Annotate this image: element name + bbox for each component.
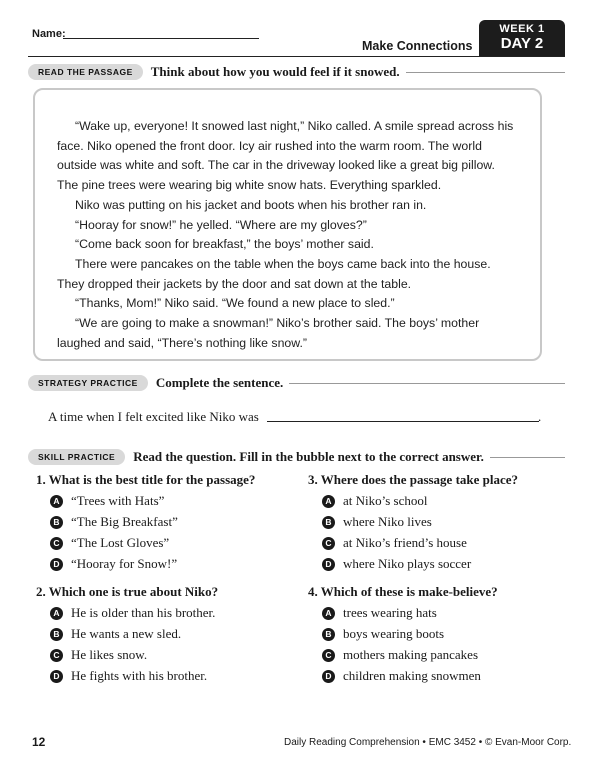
bubble-a-icon[interactable]: A [322,607,335,620]
bubble-d-icon[interactable]: D [50,558,63,571]
answer-option[interactable]: B boys wearing boots [322,626,498,642]
answer-option[interactable]: B He wants a new sled. [50,626,218,642]
skill-practice-badge: SKILL PRACTICE [28,449,125,465]
question-4 [308,584,498,684]
answer-option[interactable]: B “The Big Breakfast” [50,514,255,530]
passage-paragraph: Niko was putting on his jacket and boots when his brother ran in. [75,197,427,212]
question-stem: 3. Where does the passage take place? [308,472,519,487]
bubble-a-icon[interactable]: A [322,495,335,508]
answer-option[interactable]: A “Trees with Hats” [50,493,255,509]
bubble-d-icon[interactable]: D [322,670,335,683]
question-2 [36,584,218,684]
answer-option[interactable]: D children making snowmen [322,668,498,684]
bubble-c-icon[interactable]: C [50,649,63,662]
header-divider [28,56,565,57]
read-passage-header [28,64,406,80]
strategy-practice-header [28,375,289,391]
page-number: 12 [32,735,46,749]
bubble-d-icon[interactable]: D [50,670,63,683]
bubble-b-icon[interactable]: B [322,516,335,529]
answer-option[interactable]: C mothers making pancakes [322,647,498,663]
bubble-b-icon[interactable]: B [322,628,335,641]
week-label: WEEK 1 [499,23,545,35]
day-label: DAY 2 [500,35,544,52]
question-stem: 2. Which one is true about Niko? [36,584,219,599]
answer-option[interactable]: D where Niko plays soccer [322,556,518,572]
bubble-b-icon[interactable]: B [50,628,63,641]
read-passage-badge: READ THE PASSAGE [28,64,143,80]
passage-text [57,117,517,353]
answer-option[interactable]: C “The Lost Gloves” [50,535,255,551]
strategy-answer-field[interactable] [267,421,539,422]
name-label: Name: [32,28,66,40]
answer-option[interactable]: A He is older than his brother. [50,605,218,621]
passage-paragraph: “Wake up, everyone! It snowed last night,” Niko called. A smile spread across his face. Niko opened the front door. Icy air rushed into the warm room. The world outside was white and soft. The car in the driveway looked like a great big pillow. The pine trees were wearing big white snow hats. Everything sparkled. [57,119,514,193]
answer-option[interactable]: A at Niko’s school [322,493,518,509]
read-passage-instruction: Think about how you would feel if it snowed. [150,64,400,79]
week-day-tab [479,20,565,56]
bubble-b-icon[interactable]: B [50,516,63,529]
answer-option[interactable]: B where Niko lives [322,514,518,530]
answer-option[interactable]: C He likes snow. [50,647,218,663]
bubble-c-icon[interactable]: C [50,537,63,550]
answer-option[interactable]: D “Hooray for Snow!” [50,556,255,572]
page-title: Make Connections [362,39,473,53]
passage-paragraph: There were pancakes on the table when the boys came back into the house. They dropped their jackets by the door and sat down at the table. [57,256,491,291]
answer-option[interactable]: D He fights with his brother. [50,668,218,684]
bubble-d-icon[interactable]: D [322,558,335,571]
name-field[interactable] [63,38,259,39]
passage-paragraph: “Hooray for snow!” he yelled. “Where are my gloves?” [75,217,367,232]
question-3 [308,472,518,572]
skill-practice-header [28,449,490,465]
strategy-practice-instruction: Complete the sentence. [155,375,284,390]
bubble-c-icon[interactable]: C [322,537,335,550]
bubble-a-icon[interactable]: A [50,495,63,508]
skill-practice-instruction: Read the question. Fill in the bubble next to the correct answer. [133,449,484,464]
passage-paragraph: “Thanks, Mom!” Niko said. “We found a new place to sled.” [75,296,395,311]
passage-paragraph: “We are going to make a snowman!” Niko’s brother said. The boys’ mother laughed and said, “There’s nothing like snow.” [57,316,480,350]
sentence-period: . [538,409,542,424]
question-stem: 1. What is the best title for the passage? [36,472,256,487]
question-1 [36,472,255,572]
answer-option[interactable]: A trees wearing hats [322,605,498,621]
passage-paragraph: “Come back soon for breakfast,” the boys’ mother said. [75,237,374,252]
strategy-sentence: A time when I felt excited like Niko was [48,409,259,424]
bubble-c-icon[interactable]: C [322,649,335,662]
footer-credit: Daily Reading Comprehension • EMC 3452 • © Evan-Moor Corp. [284,737,572,748]
answer-option[interactable]: C at Niko’s friend’s house [322,535,518,551]
strategy-practice-badge: STRATEGY PRACTICE [28,375,148,391]
bubble-a-icon[interactable]: A [50,607,63,620]
question-stem: 4. Which of these is make-believe? [308,584,498,599]
